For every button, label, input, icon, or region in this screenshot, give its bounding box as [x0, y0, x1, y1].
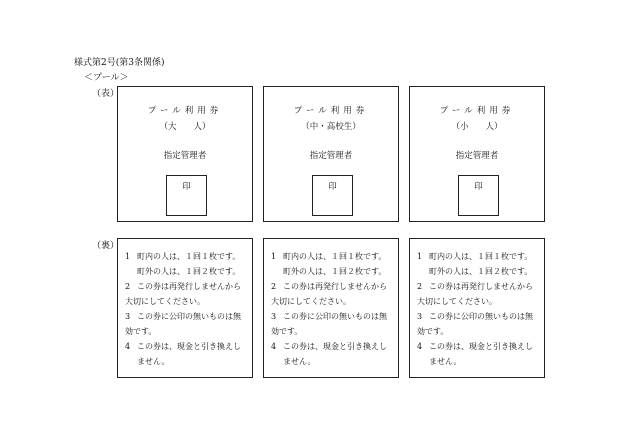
rule-line2: 大切にしてください。 — [271, 297, 351, 306]
ticket-title: プール利用券 — [293, 106, 369, 116]
rule-line1: この券は、現金と引き換えし — [429, 342, 533, 351]
rule-line1: 町内の人は、１回１枚です。 — [429, 252, 533, 261]
rule-item — [417, 279, 540, 309]
rule-line1: この券は、現金と引き換えし — [137, 342, 241, 351]
ticket-back-2 — [263, 238, 399, 378]
stamp-label: 印 — [328, 182, 337, 192]
stamp-box — [166, 175, 207, 216]
rule-line2: 大切にしてください。 — [125, 297, 205, 306]
rule-number: 1 — [125, 252, 131, 261]
rule-item — [271, 309, 394, 339]
rule-number: 3 — [417, 312, 423, 321]
rule-line2: 大切にしてください。 — [417, 297, 497, 306]
rule-item — [271, 339, 394, 369]
rule-line2: 効です。 — [125, 327, 157, 336]
rule-item — [271, 279, 394, 309]
rule-item — [125, 279, 248, 309]
ticket-front-student — [263, 86, 399, 222]
ticket-manager: 指定管理者 — [455, 151, 499, 161]
ticket-manager: 指定管理者 — [309, 151, 353, 161]
rule-number: 2 — [271, 282, 277, 291]
rule-number: 4 — [125, 342, 131, 351]
ticket-title: プール利用券 — [439, 106, 515, 116]
ticket-title: プール利用券 — [147, 106, 223, 116]
rule-line2: ません。 — [429, 357, 462, 366]
rule-line2: 町外の人は、１回２枚です。 — [283, 267, 387, 276]
rule-item — [125, 309, 248, 339]
ticket-category: （大 人） — [159, 122, 211, 132]
form-number: 様式第2号(第3条関係) — [74, 58, 165, 68]
rule-number: 3 — [125, 312, 131, 321]
section-title: ＜プール＞ — [84, 73, 129, 83]
rule-line1: この券は再発行しませんから — [429, 282, 533, 291]
rule-line2: 町外の人は、１回２枚です。 — [137, 267, 241, 276]
ticket-manager: 指定管理者 — [163, 151, 207, 161]
rule-item — [417, 339, 540, 369]
rule-item — [417, 309, 540, 339]
ticket-front-child — [409, 86, 545, 222]
rule-line1: 町内の人は、１回１枚です。 — [137, 252, 241, 261]
rule-line2: ません。 — [283, 357, 316, 366]
ticket-category: （中・高校生） — [301, 122, 361, 132]
ticket-back-1 — [117, 238, 253, 378]
rule-item — [417, 249, 540, 279]
rule-line2: 効です。 — [271, 327, 303, 336]
rule-line2: 町外の人は、１回２枚です。 — [429, 267, 533, 276]
rule-line2: ません。 — [137, 357, 170, 366]
rule-line1: この券は再発行しませんから — [283, 282, 387, 291]
rule-line1: 町内の人は、１回１枚です。 — [283, 252, 387, 261]
ticket-category: （小 人） — [451, 122, 503, 132]
rule-item — [125, 339, 248, 369]
ticket-front-adult — [117, 86, 253, 222]
rule-number: 1 — [271, 252, 277, 261]
stamp-label: 印 — [182, 182, 191, 192]
rule-item — [271, 249, 394, 279]
rule-line1: この券は、現金と引き換えし — [283, 342, 387, 351]
rule-number: 3 — [271, 312, 277, 321]
ticket-back-3 — [409, 238, 545, 378]
rule-number: 4 — [417, 342, 423, 351]
rule-number: 1 — [417, 252, 423, 261]
rule-line1: この券は再発行しませんから — [137, 282, 241, 291]
rule-number: 2 — [417, 282, 423, 291]
front-side-label: （表） — [92, 89, 120, 99]
rule-line2: 効です。 — [417, 327, 449, 336]
stamp-box — [312, 175, 353, 216]
rule-number: 4 — [271, 342, 277, 351]
rule-line1: この券に公印の無いものは無 — [137, 312, 241, 321]
rule-item — [125, 249, 248, 279]
stamp-label: 印 — [474, 182, 483, 192]
back-side-label: （裏） — [92, 241, 120, 251]
rule-number: 2 — [125, 282, 131, 291]
stamp-box — [458, 175, 499, 216]
rule-line1: この券に公印の無いものは無 — [283, 312, 387, 321]
rule-line1: この券に公印の無いものは無 — [429, 312, 533, 321]
